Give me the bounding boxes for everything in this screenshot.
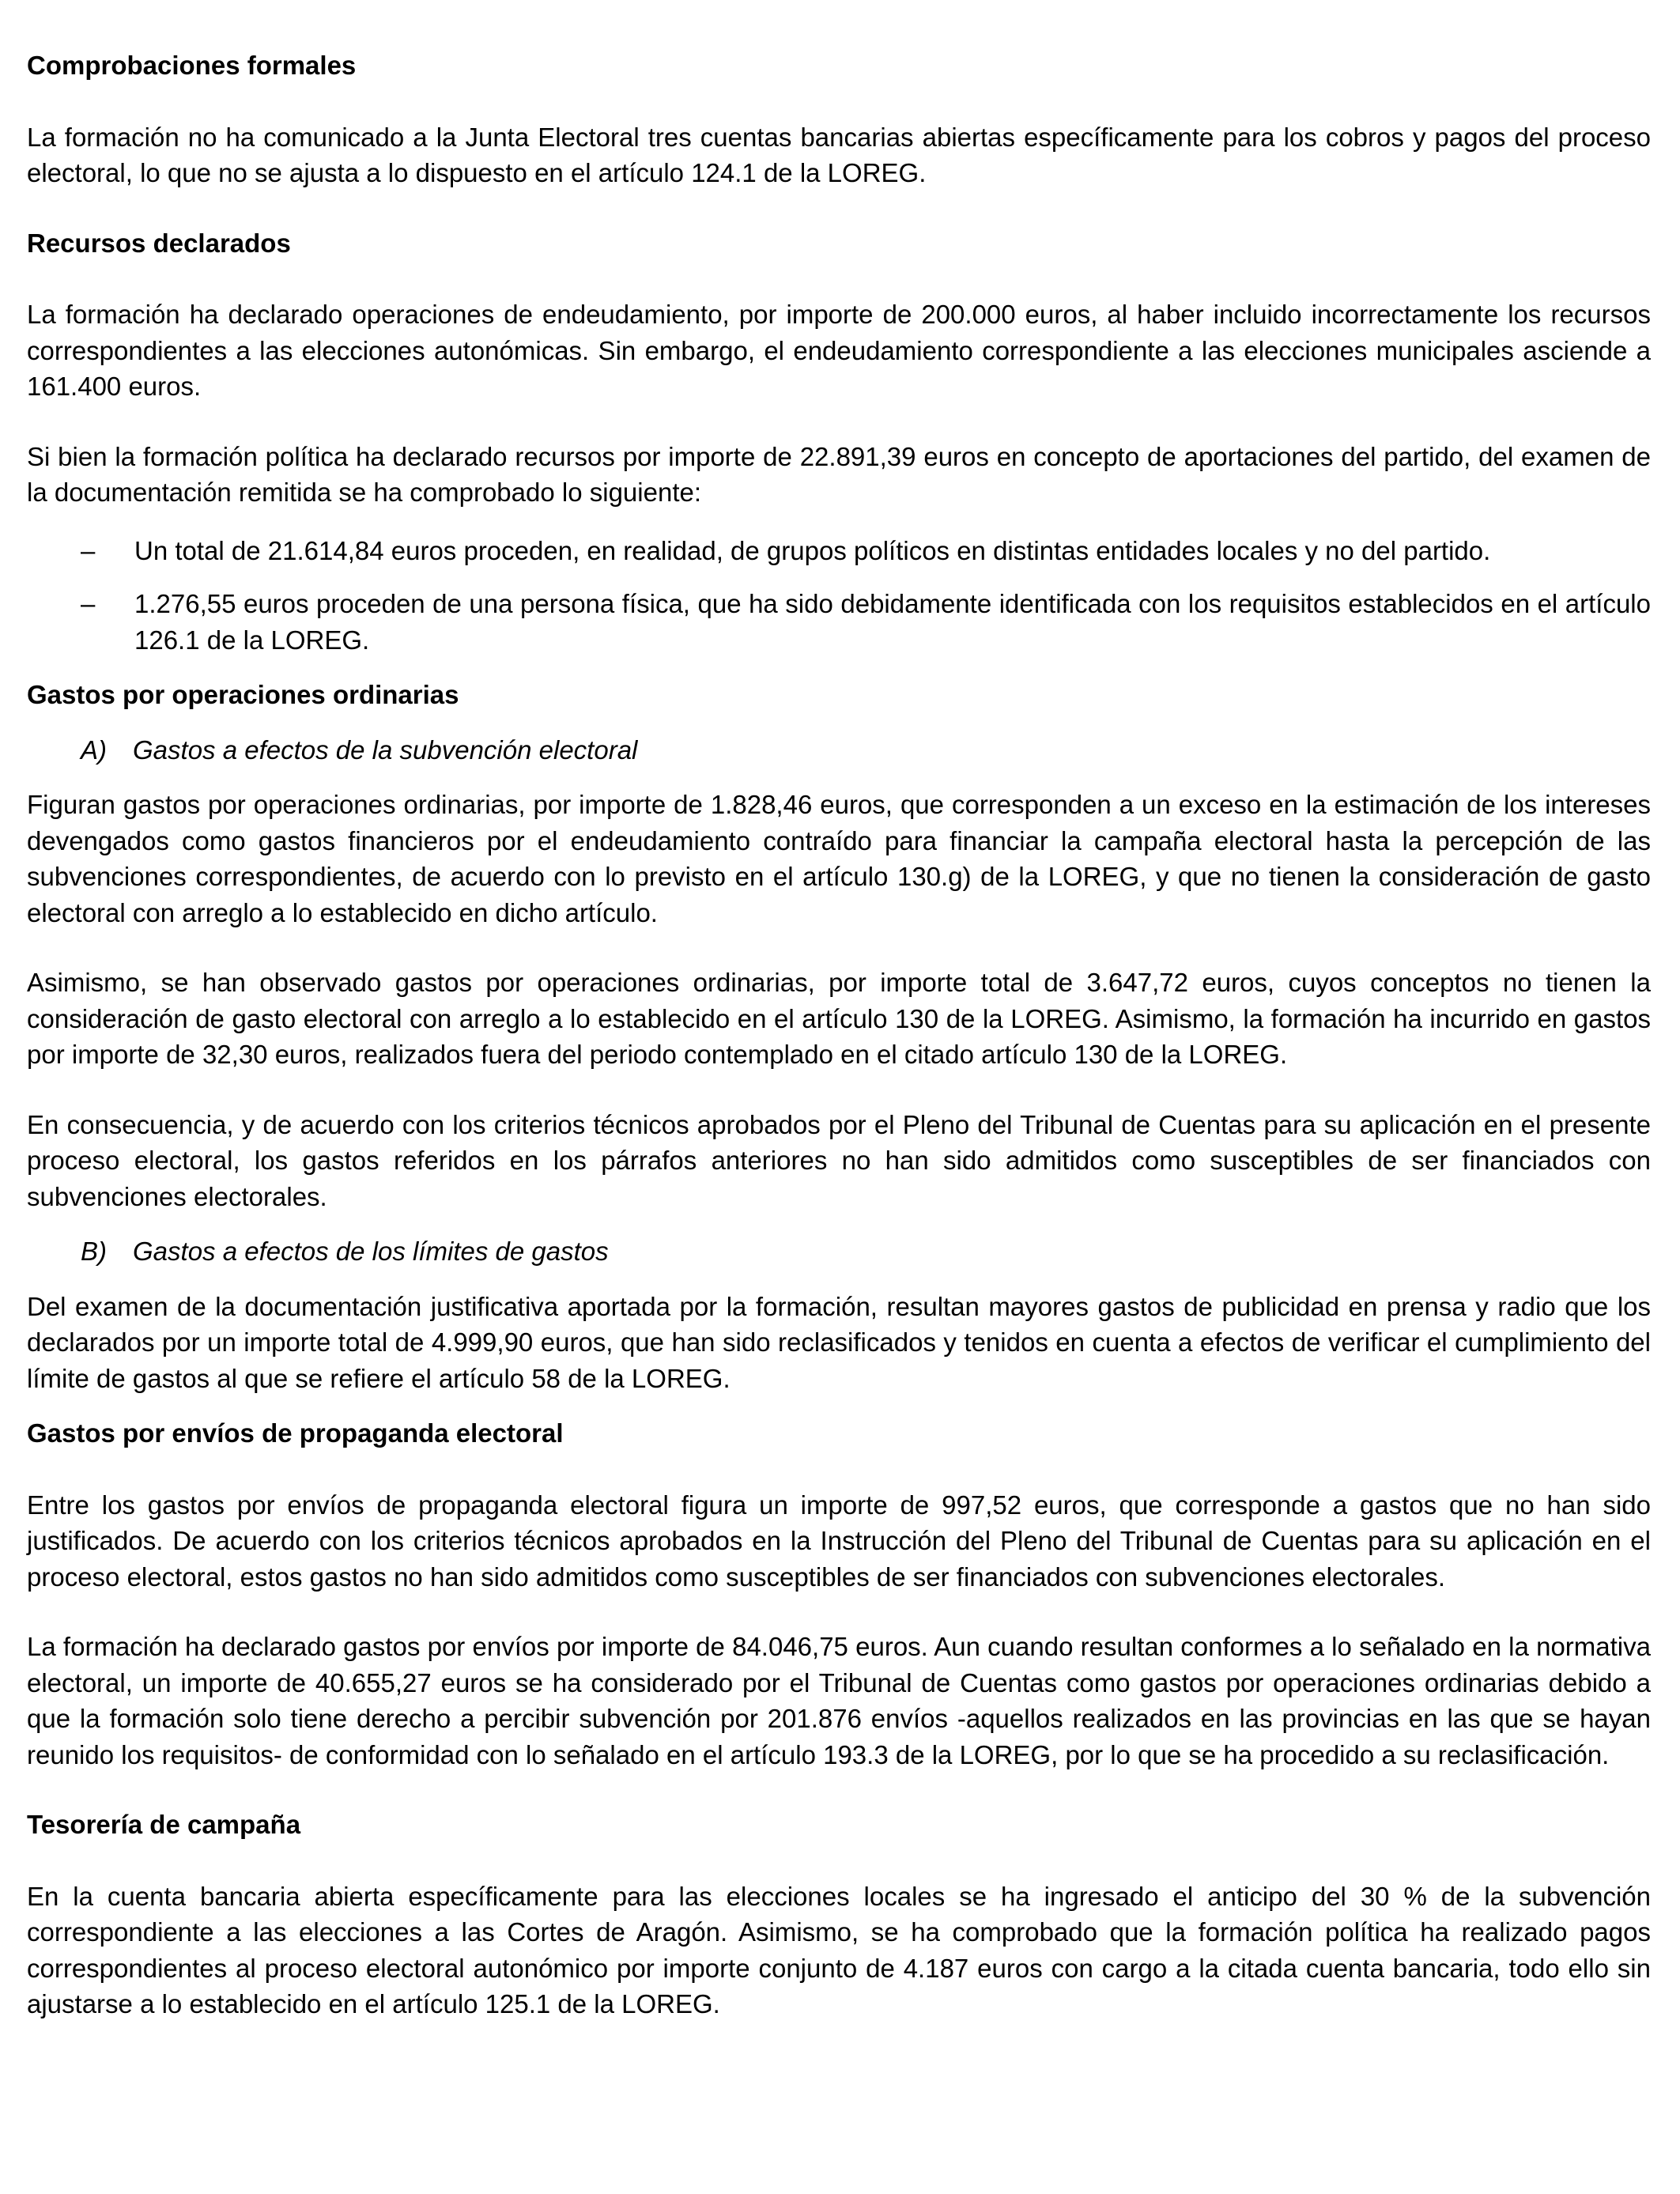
subsection-heading-b — [27, 1233, 1651, 1270]
paragraph: Figuran gastos por operaciones ordinarias, por importe de 1.828,46 euros, que corresponden a un exceso en la estimación de los intereses devengados como gastos financieros por el endeudamiento contraído para financiar la campaña electoral hasta la percepción de las subvenciones correspondientes, de acuerdo con lo previsto en el artículo 130.g) de la LOREG, y que no tienen la consideración de gasto electoral con arreglo a lo establecido en dicho artículo. — [27, 790, 1651, 927]
paragraph: Asimismo, se han observado gastos por operaciones ordinarias, por importe total de 3.647,72 euros, cuyos conceptos no tienen la consideración de gasto electoral con arreglo a lo establecido en el artículo 130 de la LOREG. Asimismo, la formación ha incurrido en gastos por importe de 32,30 euros, realizados fuera del periodo contemplado en el citado artículo 130 de la LOREG. — [27, 968, 1651, 1069]
subsection-letter: A) — [81, 734, 107, 765]
paragraph: La formación ha declarado gastos por envíos por importe de 84.046,75 euros. Aun cuando resultan conformes a lo señalado en la normativa electoral, un importe de 40.655,27 euros se ha considerado por el Tribunal de Cuentas como gastos por operaciones ordinarias debido a que la formación solo tiene derecho a percibir subvención por 201.876 envíos -aquellos realizados en las provincias en las que se hayan reunido los requisitos- de conformidad con lo señalado en el artículo 193.3 de la LOREG, por lo que se ha procedido a su reclasificación. — [27, 1632, 1651, 1769]
section-heading-gastos-ordinarias: Gastos por operaciones ordinarias — [27, 680, 459, 709]
list-item-text: 1.276,55 euros proceden de una persona física, que ha sido debidamente identificada con los requisitos establecidos en el artículo 126.1 de la LOREG. — [134, 589, 1651, 655]
subsection-title: Gastos a efectos de la subvención electoral — [133, 734, 638, 765]
paragraph: En la cuenta bancaria abierta específicamente para las elecciones locales se ha ingresado el anticipo del 30 % de la subvención correspondiente a las elecciones a las Cortes de Aragón. Asimismo, se ha comprobado que la formación política ha realizado pagos correspondientes al proceso electoral autonómico por importe conjunto de 4.187 euros con cargo a la citada cuenta bancaria, todo ello sin ajustarse a lo establecido en el artículo 125.1 de la LOREG. — [27, 1881, 1651, 2018]
paragraph: Del examen de la documentación justificativa aportada por la formación, resultan mayores gastos de publicidad en prensa y radio que los declarados por un importe total de 4.999,90 euros, que han sido reclasificados y tenidos en cuenta a efectos de verificar el cumplimiento del límite de gastos al que se refiere el artículo 58 de la LOREG. — [27, 1291, 1651, 1393]
document-page — [27, 47, 1651, 2056]
subsection-title: Gastos a efectos de los límites de gastos — [133, 1237, 609, 1266]
paragraph: La formación ha declarado operaciones de endeudamiento, por importe de 200.000 euros, al haber incluido incorrectamente los recursos correspondientes a las elecciones autonómicas. Sin embargo, el endeudamiento correspondiente a las elecciones municipales asciende a 161.400 euros. — [27, 300, 1651, 401]
dash-bullet-icon: – — [81, 589, 96, 618]
dash-bullet-icon: – — [81, 535, 96, 565]
section-heading-comprobaciones: Comprobaciones formales — [27, 51, 357, 80]
section-heading-recursos: Recursos declarados — [27, 228, 291, 258]
bullet-list — [27, 533, 1651, 659]
subsection-heading-a — [27, 732, 1651, 768]
paragraph: En consecuencia, y de acuerdo con los criterios técnicos aprobados por el Pleno del Tribunal de Cuentas para su aplicación en el presente proceso electoral, los gastos referidos en los párrafos anteriores no han sido admitidos como susceptibles de ser financiados con subvenciones electorales. — [27, 1109, 1651, 1211]
list-item — [27, 533, 1651, 569]
subsection-letter: B) — [81, 1237, 107, 1266]
paragraph: La formación no ha comunicado a la Junta Electoral tres cuentas bancarias abiertas específicamente para los cobros y pagos del proceso electoral, lo que no se ajusta a lo dispuesto en el artículo 124.1 de la LOREG. — [27, 122, 1651, 187]
list-item — [27, 586, 1651, 658]
section-heading-tesoreria: Tesorería de campaña — [27, 1810, 301, 1839]
list-item-text: Un total de 21.614,84 euros proceden, en realidad, de grupos políticos en distintas entidades locales y no del partido. — [134, 535, 1491, 565]
section-heading-envios: Gastos por envíos de propaganda electoral — [27, 1418, 564, 1448]
paragraph: Entre los gastos por envíos de propaganda electoral figura un importe de 997,52 euros, que corresponde a gastos que no han sido justificados. De acuerdo con los criterios técnicos aprobados en la Instrucción del Pleno del Tribunal de Cuentas para su aplicación en el proceso electoral, estos gastos no han sido admitidos como susceptibles de ser financiados con subvenciones electorales. — [27, 1490, 1651, 1592]
paragraph: Si bien la formación política ha declarado recursos por importe de 22.891,39 euros en concepto de aportaciones del partido, del examen de la documentación remitida se ha comprobado lo siguiente: — [27, 441, 1651, 507]
